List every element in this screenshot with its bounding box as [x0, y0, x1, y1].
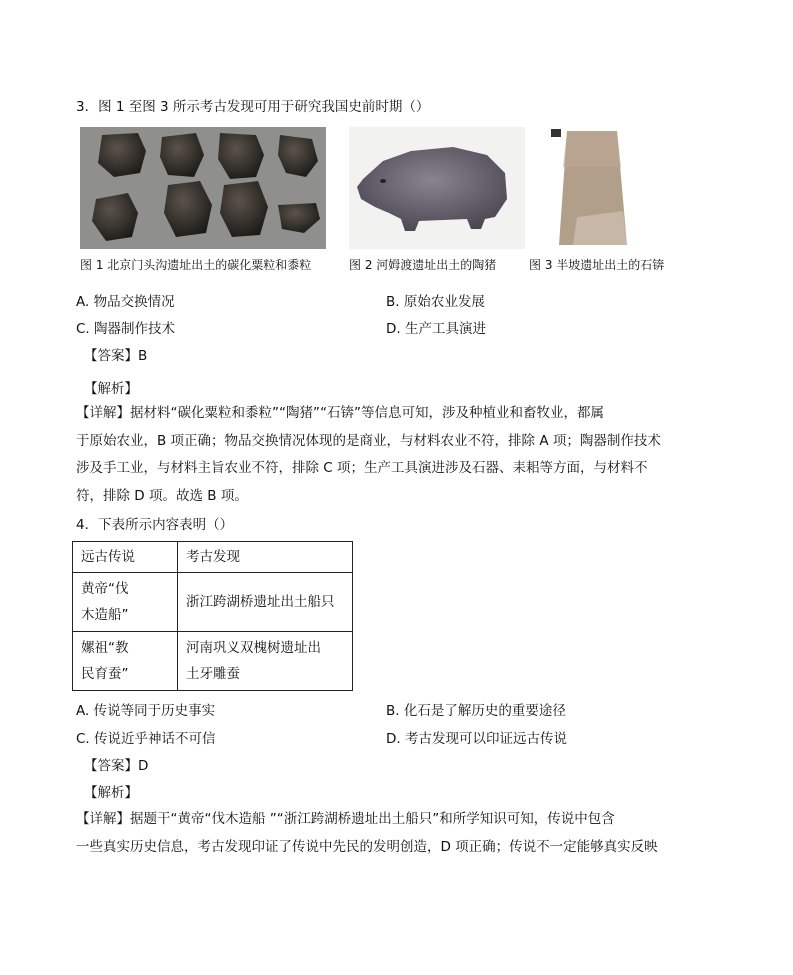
q3-detail: [76, 400, 680, 510]
figure-2-caption: 图 2 河姆渡遗址出土的陶猪: [349, 258, 497, 272]
q3-detail-line: 【详解】据材料“碳化粟粒和黍粒”“陶猪”“石锛”等信息可知，涉及种植业和畜牧业，都属: [76, 405, 604, 421]
table-row: [73, 573, 353, 632]
q4-detail-line: 一些真实历史信息，考古发现印证了传说中先民的发明创造，D 项正确；传说不一定能够真实反映: [76, 838, 658, 855]
q4-detail-line: 【详解】据题干“黄帝“伐木造船 ”“浙江跨湖桥遗址出土船只”和所学知识可知，传说中包含: [76, 811, 615, 827]
figure-3-stone-adze-image: [547, 127, 631, 249]
q4-option-b: B. 化石是了解历史的重要途径: [386, 703, 566, 719]
q3-option-a: A. 物品交换情况: [76, 294, 175, 310]
q4-answer: 【答案】D: [84, 758, 149, 774]
q3-option-b: B. 原始农业发展: [386, 294, 485, 310]
figure-1-caption: 图 1 北京门头沟遗址出土的碳化粟粒和黍粒: [80, 258, 312, 272]
table-header-cell: 考古发现: [178, 542, 353, 573]
table-cell: [178, 573, 353, 632]
q4-detail: [76, 806, 680, 861]
q3-option-d: D. 生产工具演进: [386, 321, 486, 337]
table-row: [73, 632, 353, 691]
table-cell-line: 土牙雕蚕: [186, 666, 240, 682]
table-cell-line: 嫘祖“教: [81, 640, 129, 656]
q3-detail-line: 符，排除 D 项。故选 B 项。: [76, 487, 248, 504]
table-cell: [73, 573, 178, 632]
q3-option-c: C. 陶器制作技术: [76, 321, 176, 337]
q3-analysis-label: 【解析】: [84, 381, 138, 397]
q4-analysis-label: 【解析】: [84, 785, 138, 801]
q4-option-a: A. 传说等同于历史事实: [76, 703, 216, 719]
q3-detail-line: 于原始农业，B 项正确；物品交换情况体现的是商业，与材料农业不符，排除 A 项；陶器制作技术: [76, 432, 661, 449]
table-cell-line: 浙江跨湖桥遗址出土船只: [186, 594, 335, 610]
q4-option-c: C. 传说近乎神话不可信: [76, 731, 216, 747]
table-cell: [178, 632, 353, 691]
table-cell-line: 木造船”: [81, 607, 129, 623]
legend-vs-archaeology-table: [72, 541, 353, 691]
table-header-row: [73, 542, 353, 573]
table-cell-line: 黄帝“伐: [81, 581, 129, 597]
figure-1-grains-image: [80, 127, 326, 249]
figure-3-caption: 图 3 半坡遗址出土的石锛: [529, 258, 665, 272]
table-cell: [73, 632, 178, 691]
q3-answer: 【答案】B: [84, 348, 148, 364]
figure-2-pottery-pig-image: [349, 127, 525, 249]
table-cell-line: 河南巩义双槐树遗址出: [186, 640, 321, 656]
q4-option-d: D. 考古发现可以印证远古传说: [386, 731, 567, 747]
q3-stem: 3．图 1 至图 3 所示考古发现可用于研究我国史前时期（）: [76, 99, 430, 115]
table-header-cell: 远古传说: [73, 542, 178, 573]
table-cell-line: 民育蚕”: [81, 666, 129, 682]
q4-stem: 4．下表所示内容表明（）: [76, 517, 234, 533]
q3-detail-line: 涉及手工业，与材料主旨农业不符，排除 C 项；生产工具演进涉及石器、耒耜等方面，与材料不: [76, 460, 648, 476]
